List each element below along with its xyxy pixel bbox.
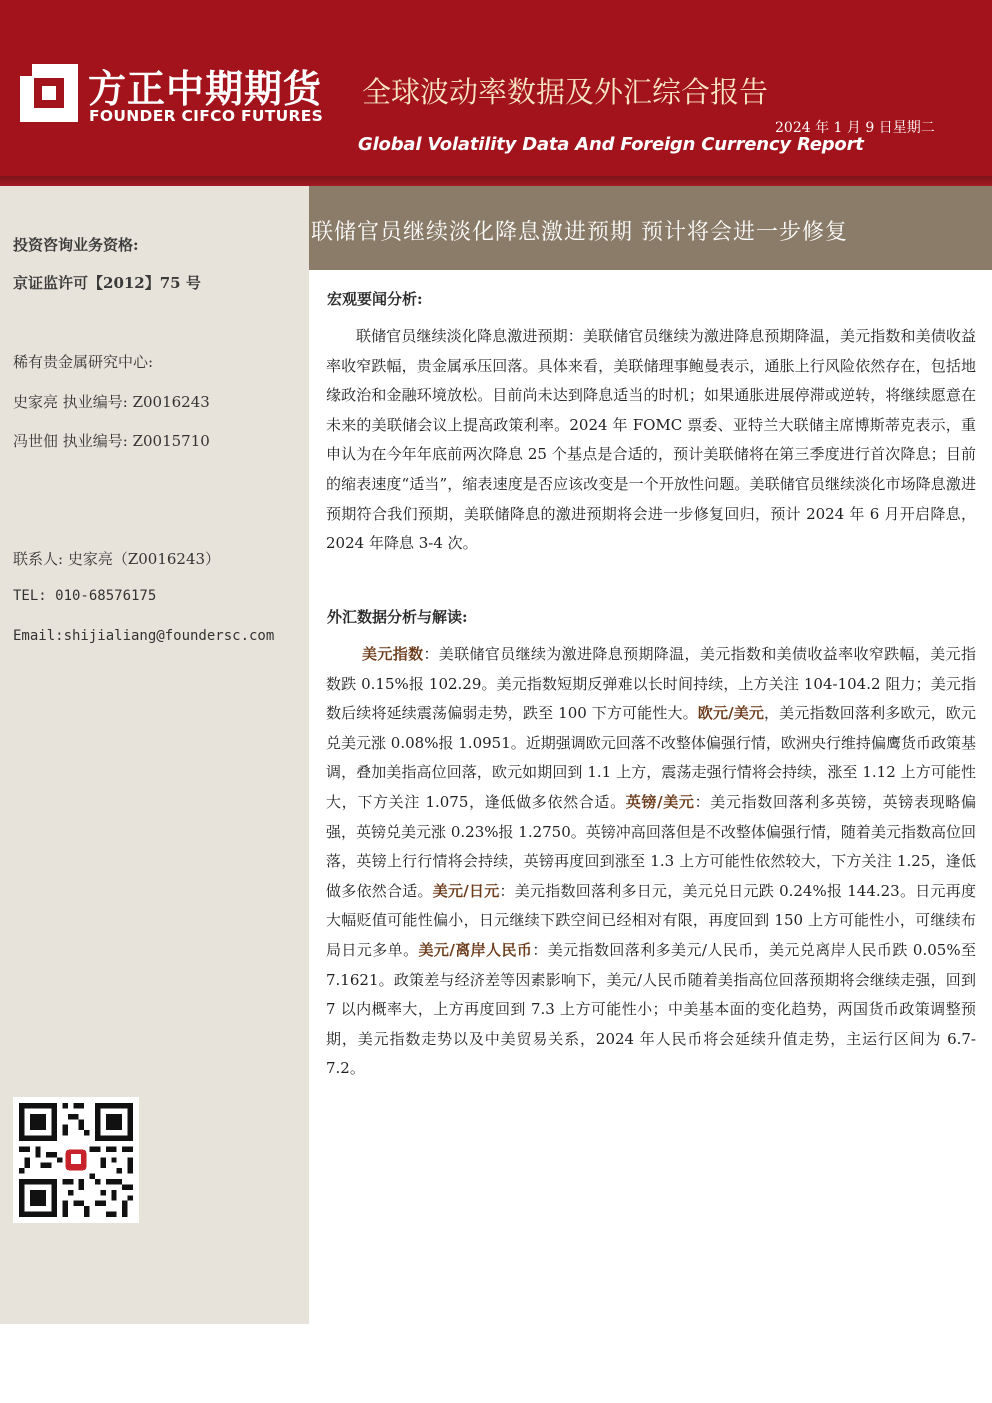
fx-section-heading: 外汇数据分析与解读: [327, 608, 468, 626]
fx-text-usd-index: ：美联储官员继续为激进降息预期降温，美元指数和美债收益率收窄跌幅，美元指数跌 0.15%报 102.29。美元指数短期反弹难以长时间持续，上方关注 104-104.2 阻力；美元指数后续将延续震荡偏弱走势，跌至 100 下方可能性大。 [326, 645, 976, 723]
contact-person: 联系人: 史家亮（Z0016243） [13, 550, 221, 568]
fx-text-usdjpy: ：美元指数回落利多日元，美元兑日元跌 0.24%报 144.23。日元再度大幅贬值可能性偏小，日元继续下跌空间已经相对有限，再度回到 150 上方可能性小，可继续布局日元多单。 [326, 881, 976, 959]
research-center: 稀有贵金属研究中心: [13, 353, 154, 371]
analyst-info: 史家亮 执业编号: Z0016243 [13, 393, 210, 411]
analyst-info: 冯世佃 执业编号: Z0015710 [13, 432, 210, 450]
founder-logo-icon [20, 64, 78, 122]
qr-code-icon [13, 1097, 139, 1223]
fx-key-gbpusd: 英镑/美元 [625, 792, 695, 811]
header-divider [0, 176, 992, 186]
fx-text-eurusd: ，美元指数回落利多欧元，欧元兑美元涨 0.08%报 1.0951。近期强调欧元回落不改整体偏强行情，欧洲央行维持偏鹰货币政策基调，叠加美指高位回落，欧元如期回到 1.1 上方，震荡走强行情将会持续，涨至 1.12 上方可能性大，下方关注 1.075，逢低做多依然合适。 [326, 704, 976, 811]
qualification-label: 投资咨询业务资格: [13, 236, 139, 254]
macro-section-heading: 宏观要闻分析: [327, 290, 423, 308]
fx-key-usdjpy: 美元/日元 [432, 881, 500, 900]
report-title-cn: 全球波动率数据及外汇综合报告 [362, 75, 769, 109]
report-header [0, 0, 992, 176]
fx-paragraph [326, 640, 976, 1084]
report-title-en: Global Volatility Data And Foreign Currency Report [358, 134, 864, 155]
fx-text-gbpusd: ：美元指数回落利多英镑，英镑表现略偏强，英镑兑美元涨 0.23%报 1.2750。英镑冲高回落但是不改整体偏强行情，随着美元指数高位回落，英镑上行行情将会持续，英镑再度回到涨至 1.3 上方可能性依然较大，下方关注 1.25，逢低做多依然合适。 [326, 792, 976, 900]
fx-key-eurusd: 欧元/美元 [697, 704, 765, 723]
contact-tel: TEL: 010-68576175 [13, 588, 157, 604]
report-date: 2024 年 1 月 9 日星期二 [775, 120, 935, 136]
brand-name-cn: 方正中期期货 [88, 67, 323, 111]
contact-email[interactable]: Email:shijialiang@foundersc.com [13, 628, 275, 644]
fx-key-usd-index: 美元指数 [362, 645, 424, 663]
license-number: 京证监许可【2012】75 号 [13, 274, 201, 292]
fx-text-usdcnh: ：美元指数回落利多美元/人民币，美元兑离岸人民币跌 0.05%至 7.1621。政策差与经济差等因素影响下，美元/人民币随着美指高位回落预期将会继续走强，回到 7 以内概率大，上方再度回到 7.3 上方可能性小；中美基本面的变化趋势，两国货币政策调整预期，美元指数走势以及中美贸易关系，2024 年人民币将会延续升值走势，主运行区间为 6.7-7.2。 [326, 940, 976, 1078]
macro-paragraph: 联储官员继续淡化降息激进预期：美联储官员继续为激进降息预期降温，美元指数和美债收益率收窄跌幅，贵金属承压回落。具体来看，美联储理事鲍曼表示，通胀上行风险依然存在，包括地缘政治和金融环境放松。目前尚未达到降息适当的时机；如果通胀进展停滞或逆转，将继续愿意在未来的美联储会议上提高政策利率。2024 年 FOMC 票委、亚特兰大联储主席博斯蒂克表示，重申认为在今年年底前两次降息 25 个基点是合适的，预计美联储将在第三季度进行首次降息；目前的缩表速度“适当”，缩表速度是否应该改变是一个开放性问题。美联储官员继续淡化市场降息激进预期符合我们预期，美联储降息的激进预期将会进一步修复回归，预计 2024 年 6 月开启降息，2024 年降息 3-4 次。 [326, 327, 976, 553]
page-headline: 联储官员继续淡化降息激进预期 预计将会进一步修复 [311, 220, 848, 245]
fx-key-usdcnh: 美元/离岸人民币 [418, 940, 533, 959]
brand-name-en: FOUNDER CIFCO FUTURES [89, 107, 324, 125]
